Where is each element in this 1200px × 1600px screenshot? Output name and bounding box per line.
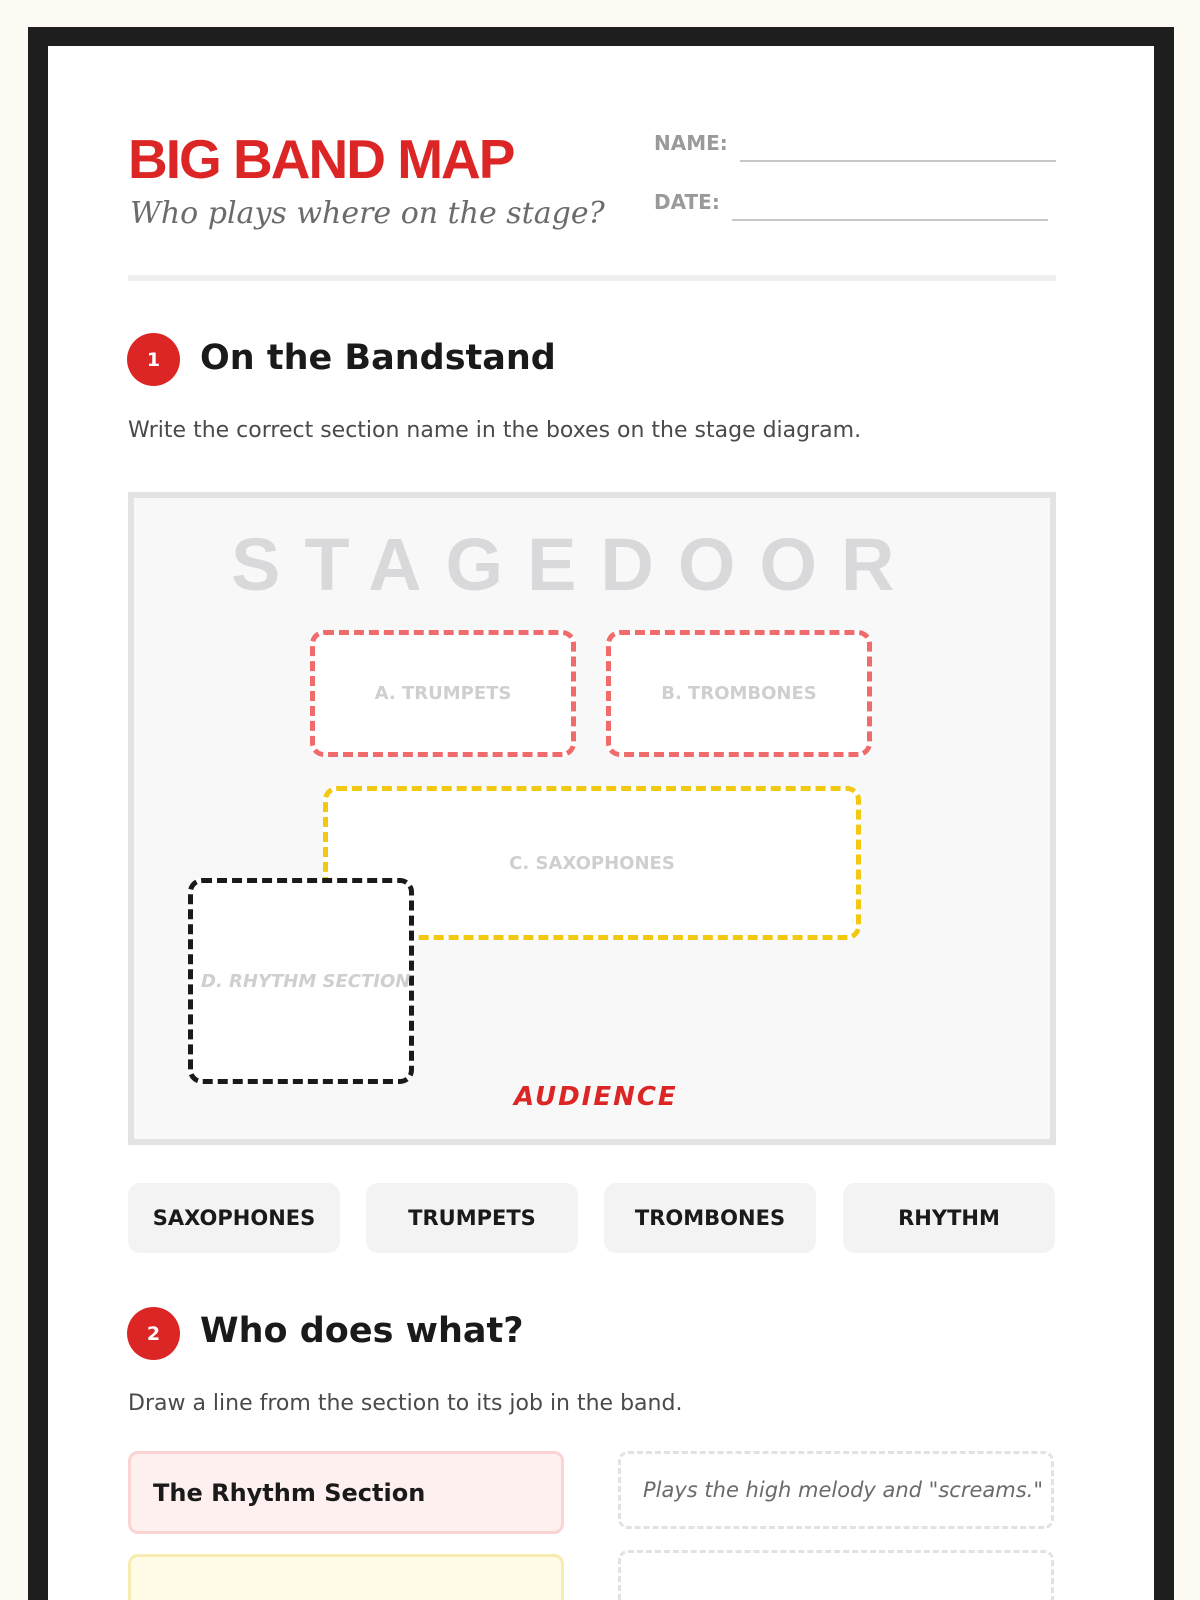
word-bank-trumpets[interactable]: TRUMPETS (366, 1183, 578, 1253)
match-section-rhythm-label: The Rhythm Section (153, 1478, 426, 1507)
word-bank-saxophones[interactable]: SAXOPHONES (128, 1183, 340, 1253)
rhythm-section-zone[interactable] (188, 878, 414, 1084)
trumpets-zone-label: A. TRUMPETS (374, 683, 512, 704)
match-job-melody-label: Plays the high melody and "screams." (643, 1478, 1043, 1502)
word-bank-rhythm[interactable]: RHYTHM (843, 1183, 1055, 1253)
page-subtitle: Who plays where on the stage? (130, 196, 605, 231)
worksheet-frame (28, 27, 1174, 1600)
rhythm-section-zone-label: D. RHYTHM SECTION (201, 970, 411, 992)
stage-diagram (128, 492, 1056, 1145)
section-1-instruction: Write the correct section name in the boxes on the stage diagram. (128, 418, 862, 443)
page-title: BIG BAND MAP (128, 128, 514, 190)
section-2-title: Who does what? (200, 1311, 524, 1351)
section-2-badge: 2 (127, 1307, 180, 1360)
saxophones-zone-label: C. SAXOPHONES (509, 852, 675, 874)
audience-label: AUDIENCE (514, 1082, 678, 1112)
section-1-badge: 1 (127, 333, 180, 386)
trombones-zone[interactable] (606, 630, 872, 757)
date-label: DATE: (654, 190, 720, 214)
match-job-second[interactable] (618, 1550, 1054, 1600)
match-section-rhythm[interactable] (128, 1451, 564, 1534)
trumpets-zone[interactable] (310, 630, 576, 757)
header-divider (128, 275, 1056, 281)
name-label: NAME: (654, 131, 728, 155)
stagedoor-label: STAGEDOOR (231, 523, 919, 606)
trombones-zone-label: B. TROMBONES (661, 683, 817, 704)
match-job-melody[interactable] (618, 1451, 1054, 1529)
date-field[interactable] (732, 219, 1048, 221)
match-section-second[interactable] (128, 1554, 564, 1600)
section-1-title: On the Bandstand (200, 338, 556, 378)
section-2-instruction: Draw a line from the section to its job in the band. (128, 1391, 683, 1416)
worksheet-paper (48, 46, 1154, 1600)
name-field[interactable] (740, 160, 1056, 162)
word-bank-trombones[interactable]: TROMBONES (604, 1183, 816, 1253)
